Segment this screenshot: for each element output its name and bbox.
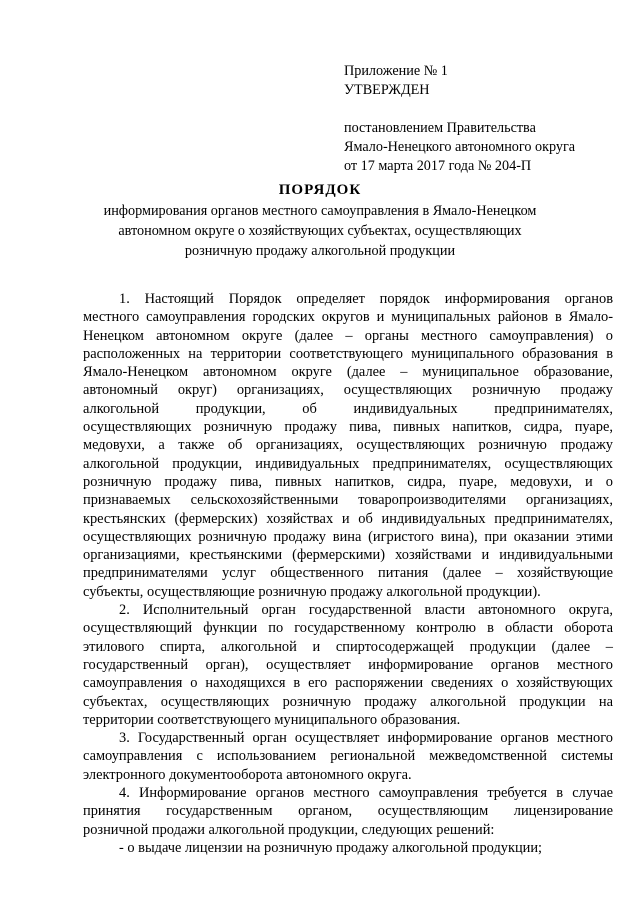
paragraph-line: 2. Исполнительный орган государственной власти автономного округа,	[119, 602, 613, 619]
paragraph-line: субъекты, осуществляющие розничную продажу алкогольной продукции).	[83, 583, 541, 600]
paragraph-line: субъектах, осуществляющих розничную продажу алкогольной продукции на	[83, 693, 613, 710]
paragraph-line: самоуправления о находящихся в его распоряжении сведениях о хозяйствующих	[83, 675, 613, 692]
approved-label: УТВЕРЖДЕН	[344, 82, 430, 98]
paragraph-line: Ямало-Ненецком автономном округе (далее – муниципальное образование,	[83, 364, 613, 381]
subtitle-line-2: автономном округе о хозяйствующих субъектах, осуществляющих	[118, 223, 522, 239]
paragraph-line: электронного документооборота автономного округа.	[83, 766, 412, 783]
paragraph-line: осуществляющих розничную продажу вина (игристого вина), при оказании этими	[83, 528, 613, 545]
paragraph-line: принятия государственным органом, осуществляющим лицензирование	[83, 803, 613, 820]
paragraph	[83, 290, 613, 601]
paragraph-line: осуществляющих розничную продажу пива, пивных напитков, сидра, пуаре,	[83, 419, 613, 436]
subtitle-line-1: информирования органов местного самоуправления в Ямало-Ненецком	[103, 203, 537, 219]
decree-line-1: постановлением Правительства	[344, 120, 536, 136]
paragraph-line: алкогольной продукции, индивидуальных предпринимателях, осуществляющих	[83, 455, 613, 472]
paragraph	[83, 729, 613, 784]
document-title: ПОРЯДОК	[278, 182, 362, 198]
paragraph-line: местного самоуправления городских округов и муниципальных районов в Ямало-	[83, 309, 613, 326]
paragraph-line: организациями, крестьянскими (фермерскими) хозяйствами и индивидуальными	[83, 547, 613, 564]
paragraph-line: 1. Настоящий Порядок определяет порядок информирования органов	[119, 291, 613, 307]
paragraph-line: самоуправления с использованием региональной межведомственной системы	[83, 748, 613, 765]
appendix-label: Приложение № 1	[344, 63, 448, 79]
paragraph-line: этилового спирта, алкогольной и спиртосодержащей продукции (далее –	[83, 638, 613, 655]
approval-header	[344, 62, 624, 176]
paragraph-line: медовухи, а также об организациях, осуществляющих розничную продажу	[83, 437, 613, 454]
paragraph-line: предпринимателями услуг общественного питания (далее – хозяйствующие	[83, 565, 613, 582]
header-spacer	[344, 100, 624, 119]
document-subtitle	[80, 201, 560, 261]
decree-line-3: от 17 марта 2017 года № 204-П	[344, 158, 532, 174]
paragraph-line: розничной продажи алкогольной продукции, следующих решений:	[83, 821, 495, 838]
paragraph-line: 4. Информирование органов местного самоуправления требуется в случае	[119, 785, 613, 802]
decree-line-2: Ямало-Ненецкого автономного округа	[344, 139, 576, 155]
paragraph-line: алкогольной продукции, об индивидуальных предпринимателях,	[83, 400, 613, 417]
paragraph-line: признаваемых сельскохозяйственными товаропроизводителями организациях,	[83, 492, 613, 509]
paragraph-line: осуществляющий функции по государственному контролю в области оборота	[83, 620, 613, 637]
paragraph-line: крестьянских (фермерских) хозяйствах и об индивидуальных предпринимателях,	[83, 510, 613, 527]
paragraph	[83, 839, 613, 857]
paragraph-line: расположенных на территории соответствующего муниципального образования в	[83, 345, 613, 362]
paragraph-line: Ненецком автономном округе (далее – органы местного самоуправления) о	[83, 327, 613, 344]
paragraph-line: - о выдаче лицензии на розничную продажу алкогольной продукции;	[119, 839, 543, 856]
paragraph	[83, 601, 613, 729]
paragraph-line: государственный орган), осуществляет информирование органов местного	[83, 656, 613, 673]
paragraph-line: 3. Государственный орган осуществляет информирование органов местного	[119, 730, 613, 747]
paragraph	[83, 784, 613, 839]
subtitle-line-3: розничную продажу алкогольной продукции	[184, 243, 456, 259]
document-body	[83, 290, 613, 857]
paragraph-line: розничную продажу пива, пивных напитков, сидра, пуаре, медовухи, и о	[83, 473, 613, 490]
paragraph-line: территории соответствующего муниципального образования.	[83, 711, 461, 728]
paragraph-line: автономный округ) организациях, осуществляющих розничную продажу	[83, 382, 613, 399]
